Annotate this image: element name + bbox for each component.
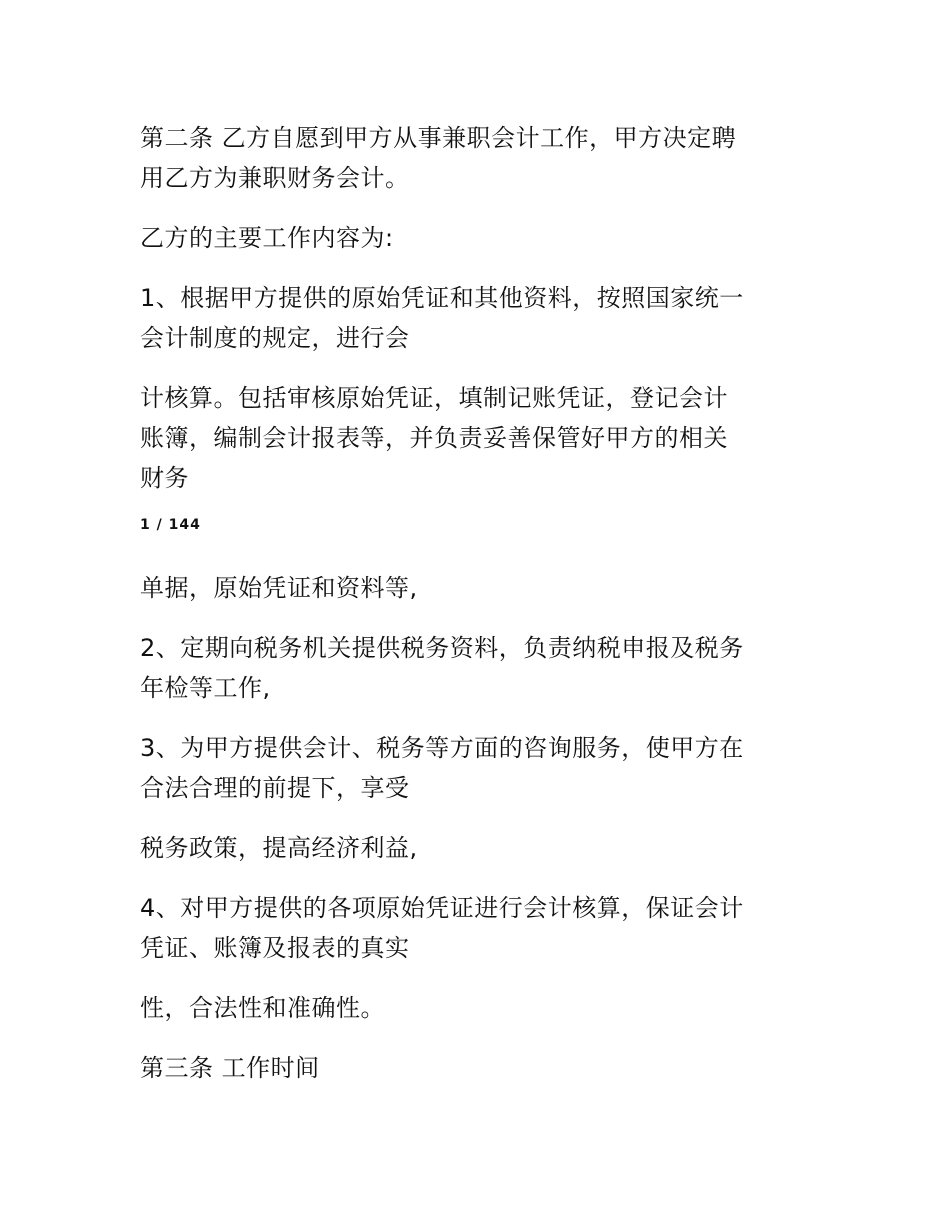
text-line: 乙方的主要工作内容为: xyxy=(140,224,394,252)
paragraph xyxy=(140,568,820,608)
paragraph xyxy=(140,218,820,258)
paragraph xyxy=(140,828,820,868)
text-line: 用乙方为兼职财务会计。 xyxy=(140,164,410,192)
paragraph xyxy=(140,278,820,358)
paragraph xyxy=(140,628,820,708)
text-line: 税务政策，提高经济利益, xyxy=(140,834,418,862)
paragraph xyxy=(140,988,820,1028)
paragraph xyxy=(140,118,820,198)
text-line: 第三条 工作时间 xyxy=(140,1054,320,1082)
text-line: 1、根据甲方提供的原始凭证和其他资料，按照国家统一 xyxy=(140,284,744,312)
text-line: 合法合理的前提下，享受 xyxy=(140,774,410,802)
text-line: 性，合法性和准确性。 xyxy=(140,994,385,1022)
text-line: 计核算。包括审核原始凭证，填制记账凭证，登记会计 xyxy=(140,384,728,412)
text-line: 财务 xyxy=(140,464,189,492)
text-line: 凭证、账簿及报表的真实 xyxy=(140,934,410,962)
page-number: 1 / 144 xyxy=(140,517,201,533)
document-body xyxy=(140,118,820,1108)
text-line: 年检等工作, xyxy=(140,674,271,702)
text-line: 第二条 乙方自愿到甲方从事兼职会计工作，甲方决定聘 xyxy=(140,124,737,152)
section-heading xyxy=(140,1048,820,1088)
text-line: 账簿，编制会计报表等，并负责妥善保管好甲方的相关 xyxy=(140,424,728,452)
paragraph xyxy=(140,728,820,808)
paragraph xyxy=(140,378,820,498)
text-line: 4、对甲方提供的各项原始凭证进行会计核算，保证会计 xyxy=(140,894,744,922)
text-line: 单据，原始凭证和资料等, xyxy=(140,574,418,602)
paragraph xyxy=(140,888,820,968)
text-line: 2、定期向税务机关提供税务资料，负责纳税申报及税务 xyxy=(140,634,744,662)
text-line: 3、为甲方提供会计、税务等方面的咨询服务，使甲方在 xyxy=(140,734,744,762)
text-line: 会计制度的规定，进行会 xyxy=(140,324,410,352)
